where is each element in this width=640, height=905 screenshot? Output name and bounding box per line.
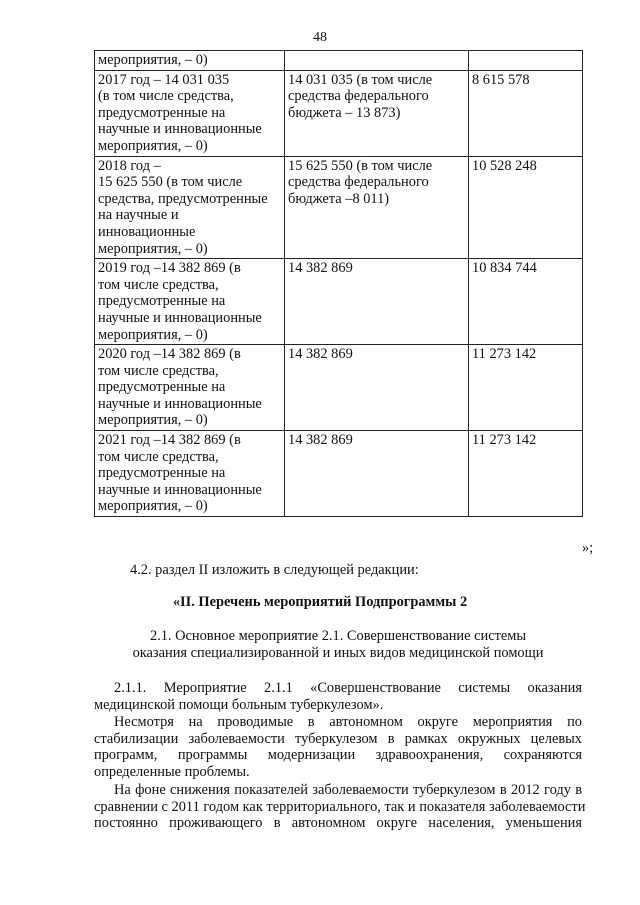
cell-text-line: научные и инновационные (98, 395, 262, 412)
cell-text-line: 15 625 550 (в том числе (288, 157, 433, 174)
subheading-line-1: 2.1. Основное мероприятие 2.1. Совершенствование системы (149, 628, 527, 644)
district-budget-cell (285, 259, 469, 345)
funding-table-body (95, 51, 583, 517)
cell-text-line: средства федерального (288, 174, 429, 191)
cell-text-line: 10 528 248 (472, 157, 537, 174)
cell-text-line: мероприятия, – 0) (98, 137, 208, 154)
cell-text-line: (в том числе средства, (98, 88, 234, 105)
year-amount-cell (95, 431, 285, 517)
instruction-text: 4.2. раздел II изложить в следующей редакции: (130, 562, 419, 578)
cell-text-line: научные и инновационные (98, 121, 262, 138)
paragraph-incidence (94, 782, 586, 832)
cell-text-line: 11 273 142 (472, 346, 537, 363)
paragraph-line: программ, программы модернизации здравоохранения, сохраняются (94, 747, 582, 764)
table-row (95, 431, 583, 517)
table-row (95, 259, 583, 345)
cell-text-line: средства федерального (288, 88, 429, 105)
year-amount-cell (95, 345, 285, 431)
other-funding-cell (469, 156, 583, 259)
paragraph-line: 2.1.1. Мероприятие 2.1.1 «Совершенствование системы оказания (114, 680, 582, 696)
page-number: 48 (313, 30, 327, 45)
cell-text-line: предусмотренные на (98, 293, 226, 310)
cell-text-line: 14 031 035 (в том числе (288, 71, 433, 88)
paragraph-line: стабилизации заболеваемости туберкулезом в рамках окружных целевых (94, 730, 582, 747)
cell-text-line: 2018 год – (98, 157, 161, 174)
cell-text-line: 8 615 578 (472, 71, 530, 88)
year-amount-cell (95, 51, 285, 71)
cell-text-line: бюджета – 13 873) (288, 104, 401, 121)
paragraph-problems (94, 714, 582, 780)
cell-text-line: 2019 год –14 382 869 (в (98, 260, 241, 277)
cell-text-line: предусмотренные на (98, 379, 226, 396)
cell-text-line: 2021 год –14 382 869 (в (98, 432, 241, 449)
paragraph-line: сравнении с 2011 годом как территориального, так и показателя заболеваемости (94, 798, 586, 815)
cell-text-line: 2017 год – 14 031 035 (98, 71, 230, 88)
cell-text-line: научные и инновационные (98, 309, 262, 326)
cell-text-line: бюджета –8 011) (288, 190, 390, 207)
cell-text-line: мероприятия, – 0) (98, 52, 208, 68)
paragraph-line: определенные проблемы. (94, 763, 250, 780)
table-row (95, 156, 583, 259)
cell-text-line: 2020 год –14 382 869 (в (98, 346, 241, 363)
other-funding-cell (469, 51, 583, 71)
paragraph-activity-2-1-1 (94, 680, 582, 713)
district-budget-cell (285, 431, 469, 517)
year-amount-cell (95, 70, 285, 156)
cell-text-line: средства, предусмотренные (98, 190, 268, 207)
cell-text-line: 11 273 142 (472, 432, 537, 449)
year-amount-cell (95, 259, 285, 345)
cell-text-line: предусмотренные на (98, 104, 226, 121)
cell-text-line: мероприятия, – 0) (98, 240, 208, 257)
cell-text-line: 14 382 869 (288, 260, 353, 277)
cell-text-line: 10 834 744 (472, 260, 537, 277)
cell-text-line: том числе средства, (98, 448, 219, 465)
closing-quote: »; (582, 540, 594, 556)
year-amount-cell (95, 156, 285, 259)
paragraph-line: На фоне снижения показателей заболеваемости туберкулезом в 2012 году в (114, 782, 582, 798)
paragraph-line: Несмотря на проводимые в автономном округе мероприятия по (114, 714, 582, 730)
district-budget-cell (285, 345, 469, 431)
other-funding-cell (469, 345, 583, 431)
cell-text-line: на научные и (98, 207, 179, 224)
paragraph-line: постоянно проживающего в автономном округе населения, уменьшения (94, 815, 582, 832)
district-budget-cell (285, 156, 469, 259)
table-row (95, 70, 583, 156)
cell-text-line: предусмотренные на (98, 465, 226, 482)
cell-text-line: том числе средства, (98, 276, 219, 293)
cell-text-line: мероприятия, – 0) (98, 326, 208, 343)
cell-text-line: мероприятия, – 0) (98, 498, 208, 515)
district-budget-cell (285, 51, 469, 71)
table-row (95, 345, 583, 431)
funding-table (94, 50, 583, 517)
section-heading: «II. Перечень мероприятий Подпрограммы 2 (172, 594, 468, 610)
cell-text-line: 15 625 550 (в том числе (98, 174, 243, 191)
district-budget-cell (285, 70, 469, 156)
subheading-line-2: оказания специализированной и иных видов медицинской помощи (132, 645, 544, 661)
other-funding-cell (469, 259, 583, 345)
cell-text-line: научные и инновационные (98, 481, 262, 498)
cell-text-line: инновационные (98, 223, 196, 240)
cell-text-line: 14 382 869 (288, 432, 353, 449)
cell-text-line: том числе средства, (98, 362, 219, 379)
cell-text-line: 14 382 869 (288, 346, 353, 363)
subsection-heading (94, 628, 582, 662)
table-row (95, 51, 583, 71)
cell-text-line: мероприятия, – 0) (98, 412, 208, 429)
other-funding-cell (469, 70, 583, 156)
other-funding-cell (469, 431, 583, 517)
amendment-instruction (130, 562, 590, 579)
paragraph-line: медицинской помощи больным туберкулезом». (94, 696, 384, 713)
